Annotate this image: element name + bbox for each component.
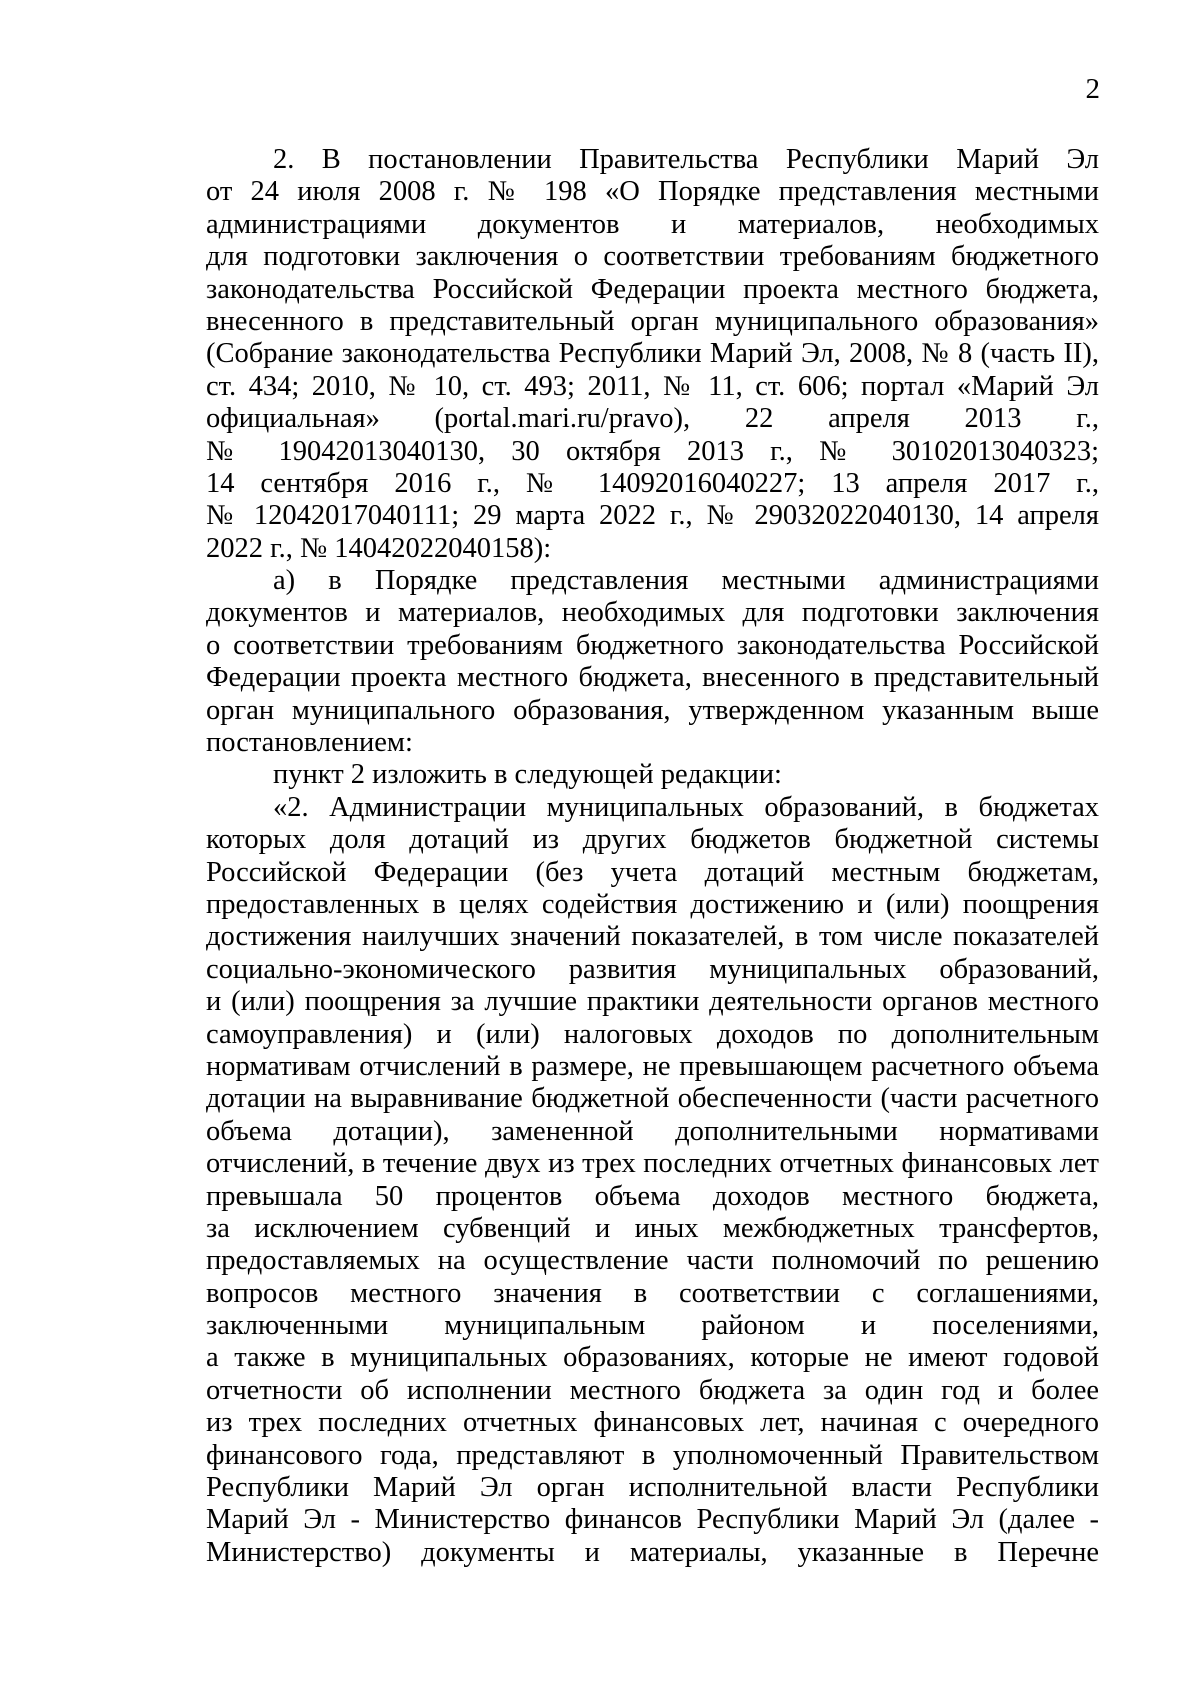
text-line: орган муниципального образования, утвержденном указанным выше xyxy=(206,694,1099,726)
text-line: «2. Администрации муниципальных образований, в бюджетах xyxy=(273,791,1099,823)
text-line: для подготовки заключения о соответствии требованиям бюджетного xyxy=(206,241,1099,273)
text-line: ст. 434; 2010, № 10, ст. 493; 2011, № 11, ст. 606; портал «Марий Эл xyxy=(206,370,1099,402)
text-line: администрациями документов и материалов, необходимых xyxy=(206,208,1099,240)
text-line: постановлением: xyxy=(206,727,413,759)
text-line: документов и материалов, необходимых для подготовки заключения xyxy=(206,597,1099,629)
text-line: за исключением субвенций и иных межбюджетных трансфертов, xyxy=(206,1212,1099,1244)
text-line: предоставленных в целях содействия достижению и (или) поощрения xyxy=(206,888,1099,920)
text-line: о соответствии требованиям бюджетного законодательства Российской xyxy=(206,629,1099,661)
text-line: законодательства Российской Федерации проекта местного бюджета, xyxy=(206,273,1099,305)
text-line: № 19042013040130, 30 октября 2013 г., № 30102013040323; xyxy=(206,435,1099,467)
text-line: объема дотации), замененной дополнительными нормативами xyxy=(206,1115,1099,1147)
text-line: из трех последних отчетных финансовых лет, начиная с очередного xyxy=(206,1407,1099,1439)
text-line: а также в муниципальных образованиях, которые не имеют годовой xyxy=(206,1342,1099,1374)
page-number: 2 xyxy=(1085,73,1100,105)
text-line: а) в Порядке представления местными администрациями xyxy=(273,565,1099,597)
text-line: нормативам отчислений в размере, не превышающем расчетного объема xyxy=(206,1050,1099,1082)
text-line: Министерство) документы и материалы, указанные в Перечне xyxy=(206,1536,1099,1568)
text-line: № 12042017040111; 29 марта 2022 г., № 29032022040130, 14 апреля xyxy=(206,500,1099,532)
text-line: (Собрание законодательства Республики Марий Эл, 2008, № 8 (часть II), xyxy=(206,338,1099,370)
text-line: предоставляемых на осуществление части полномочий по решению xyxy=(206,1245,1099,1277)
text-line: 2. В постановлении Правительства Республики Марий Эл xyxy=(273,144,1099,175)
text-line: социально-экономического развития муниципальных образований, xyxy=(206,953,1099,985)
document-body xyxy=(206,144,1099,1569)
text-line: Федерации проекта местного бюджета, внесенного в представительный xyxy=(206,662,1099,694)
text-line: дотации на выравнивание бюджетной обеспеченности (части расчетного xyxy=(206,1083,1099,1115)
text-line: от 24 июля 2008 г. № 198 «О Порядке представления местными xyxy=(206,176,1099,208)
text-line: внесенного в представительный орган муниципального образования» xyxy=(206,305,1099,337)
text-line: заключенными муниципальным районом и поселениями, xyxy=(206,1310,1099,1342)
text-line: достижения наилучших значений показателей, в том числе показателей xyxy=(206,921,1099,953)
text-line: Марий Эл - Министерство финансов Республики Марий Эл (далее - xyxy=(206,1504,1099,1536)
text-line: официальная» (portal.mari.ru/pravo), 22 апреля 2013 г., xyxy=(206,403,1099,435)
text-line: Республики Марий Эл орган исполнительной власти Республики xyxy=(206,1472,1099,1504)
text-line: которых доля дотаций из других бюджетов бюджетной системы xyxy=(206,824,1099,856)
text-line: Российской Федерации (без учета дотаций местным бюджетам, xyxy=(206,856,1099,888)
text-line: самоуправления) и (или) налоговых доходов по дополнительным xyxy=(206,1018,1099,1050)
text-line: пункт 2 изложить в следующей редакции: xyxy=(273,759,782,791)
text-line: вопросов местного значения в соответствии с соглашениями, xyxy=(206,1277,1099,1309)
text-line: отчислений, в течение двух из трех последних отчетных финансовых лет xyxy=(206,1148,1099,1180)
text-line: и (или) поощрения за лучшие практики деятельности органов местного xyxy=(206,986,1099,1018)
text-line: финансового года, представляют в уполномоченный Правительством xyxy=(206,1439,1099,1471)
text-line: 2022 г., № 14042022040158): xyxy=(206,532,552,564)
text-line: отчетности об исполнении местного бюджета за один год и более xyxy=(206,1374,1099,1406)
text-line: превышала 50 процентов объема доходов местного бюджета, xyxy=(206,1180,1099,1212)
text-line: 14 сентября 2016 г., № 14092016040227; 13 апреля 2017 г., xyxy=(206,467,1099,499)
